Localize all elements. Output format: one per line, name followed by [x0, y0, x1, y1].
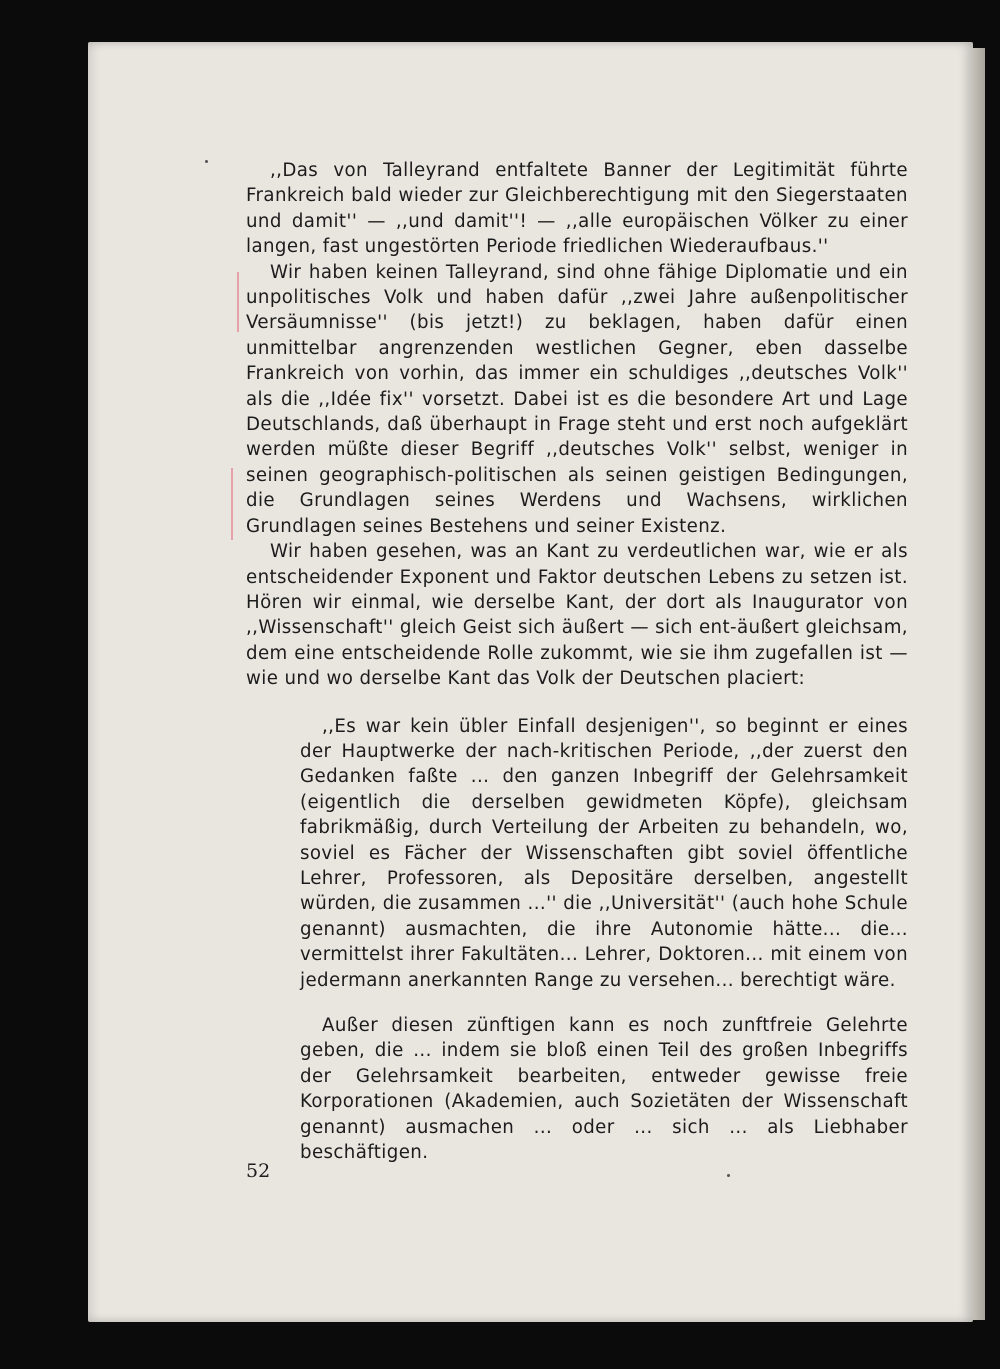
block-quote: ,,Es war kein übler Einfall desjenigen'', so beginnt er eines der Hauptwerke der nach-kritischen Periode, ,,der zuerst den Gedanken faßte ... den ganzen Inbegriff der Gelehrsamkeit (eigentlich die derselben gewidmeten Köpfe), gleichsam fabrikmäßig, durch Verteilung der Arbeiten zu behandeln, wo, soviel es Fächer der Wissenschaften gibt soviel öffentliche Lehrer, Professoren, als Depositäre derselben, angestellt würden, die zusammen ...'' die ,,Universität'' (auch hohe Schule genannt) ausmachten, die ihre Autonomie hätte... die... vermittelst ihrer Fakultäten... Lehrer, Doktoren... mit einem von jedermann anerkannten Range zu versehen... berechtigt wäre.	[300, 715, 908, 991]
speck	[727, 1174, 730, 1177]
red-margin-mark	[231, 468, 233, 540]
block-quote: Außer diesen zünftigen kann es noch zunftfreie Gelehrte geben, die ... indem sie bloß einen Teil des großen Inbegriffs der Gelehrsamkeit bearbeiten, entweder gewisse freie Korporationen (Akademien, auch Sozietäten der Wissenschaft genannt) ausmachen ... oder ... sich ... als Liebhaber beschäftigen.	[300, 1015, 908, 1164]
page-number: 52	[246, 1160, 271, 1182]
paragraph: Wir haben keinen Talleyrand, sind ohne fähige Diplomatie und ein unpolitisches Volk und haben dafür ,,zwei Jahre außenpolitischer Versäumnisse'' (bis jetzt!) zu beklagen, haben dafür einen unmittelbar angrenzenden westlichen Gegner, eben dasselbe Frankreich von vorhin, das immer ein schuldiges ,,deutsches Volk'' als die ,,Idée fix'' vorsetzt. Dabei ist es die besondere Art und Lage Deutschlands, daß überhaupt in Frage steht und erst noch aufgeklärt werden müßte dieser Begriff ,,deutsches Volk'' selbst, weniger in seinen geographisch-politischen als seinen geistigen Bedingungen, die Grundlagen seines Werdens und Wachsens, wirklichen Grundlagen seines Bestehens und seiner Existenz.	[246, 261, 908, 537]
red-margin-mark	[237, 272, 239, 332]
body-text	[246, 158, 908, 1165]
paragraph: ,,Das von Talleyrand entfaltete Banner der Legitimität führte Frankreich bald wieder zur Gleichberechtigung mit den Siegerstaaten und damit'' — ,,und damit''! — ,,alle europäischen Völker zu einer langen, fast ungestörten Periode friedlichen Wiederaufbaus.''	[246, 160, 908, 258]
speck	[205, 160, 208, 163]
paragraph: Wir haben gesehen, was an Kant zu verdeutlichen war, wie er als entscheidender Exponent und Faktor deutschen Lebens zu setzen ist. Hören wir einmal, wie derselbe Kant, der dort als Inaugurator von ,,Wissenschaft'' gleich Geist sich äußert — sich ent-äußert gleichsam, dem eine entscheidende Rolle zukommt, wie sie ihm zugefallen ist — wie und wo derselbe Kant das Volk der Deutschen placiert:	[246, 541, 908, 690]
